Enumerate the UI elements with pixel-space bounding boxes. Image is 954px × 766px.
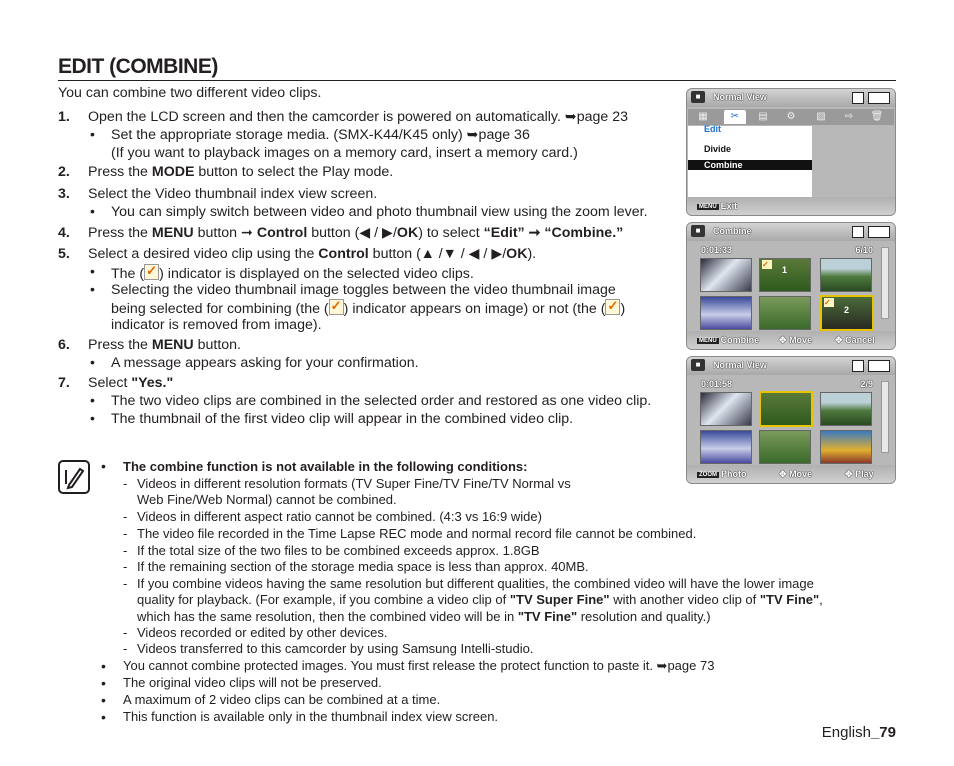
menu-item-combine[interactable]: Combine — [688, 160, 812, 170]
screen-title: Normal View — [713, 92, 767, 102]
note-b4: A maximum of 2 video clips can be combined at a time. — [123, 692, 441, 707]
dash: - — [123, 526, 128, 541]
note-d6a: If you combine videos having the same resolution but different qualities, the combined video will have the lower image — [137, 576, 814, 591]
step-2-number: 2. — [58, 164, 70, 180]
bullet: • — [90, 354, 95, 370]
memory-icon — [852, 226, 864, 238]
thumb-1[interactable] — [700, 258, 752, 292]
step-5-sub-b-line2: being selected for combining (the ( ✓ ) indicator appears on image) or not (the ( ✓ ) — [111, 298, 626, 317]
step-1-text: Open the LCD screen and then the camcorder is powered on automatically. ➥page 23 — [88, 109, 629, 125]
bullet: • — [101, 675, 106, 691]
screen-title: Normal View — [713, 360, 767, 370]
thumb-3[interactable] — [820, 392, 872, 426]
settings-icon[interactable]: ⚙ — [786, 111, 796, 122]
screen-edit-menu — [686, 88, 896, 216]
bullet: • — [90, 281, 95, 297]
order-badge: 1 — [782, 265, 788, 275]
file-icon[interactable]: ▤ — [758, 111, 768, 122]
thumb-5[interactable] — [759, 296, 811, 330]
memory-icon — [852, 92, 864, 104]
menu-tab-bar — [688, 109, 894, 125]
screen-footer — [687, 331, 895, 349]
thumb-6[interactable] — [820, 430, 872, 464]
note-d1: Videos in different resolution formats (TV Super Fine/TV Fine/TV Normal vs — [137, 476, 571, 491]
thumb-5[interactable] — [759, 430, 811, 464]
clip-counter: 6/10 — [855, 245, 873, 255]
memory-icon — [852, 360, 864, 372]
dash: - — [123, 559, 128, 574]
page-footer: English_79 — [821, 724, 896, 741]
note-d2: Videos in different aspect ratio cannot be combined. (4:3 vs 16:9 wide) — [137, 509, 542, 524]
move-button[interactable]: ✥ Move — [779, 469, 813, 479]
bullet: • — [101, 709, 106, 725]
thumb-3[interactable] — [820, 258, 872, 292]
video-mode-icon: ■ — [691, 359, 705, 371]
step-5-text: Select a desired video clip using the Control button (▲ /▼ / ◀ / ▶/OK). — [88, 246, 537, 262]
note-d3: The video file recorded in the Time Lapse REC mode and normal record file cannot be combined. — [137, 526, 697, 541]
check-icon: ✓ — [605, 299, 620, 315]
dash: - — [123, 543, 128, 558]
screen-combine — [686, 222, 896, 350]
check-icon: ✓ — [329, 299, 344, 315]
trash-icon[interactable]: 🗑 — [870, 111, 884, 122]
order-badge: 2 — [844, 305, 850, 315]
step-7-number: 7. — [58, 375, 70, 391]
timecode: 0:01:33 — [701, 245, 733, 255]
menu-item-divide[interactable]: Divide — [704, 144, 732, 154]
step-2-text: Press the MODE button to select the Play mode. — [88, 164, 394, 180]
battery-icon — [868, 92, 890, 104]
thumb-6-selected[interactable] — [820, 295, 874, 331]
step-1-sub-a: Set the appropriate storage media. (SMX-K44/K45 only) ➥page 36 — [111, 127, 530, 143]
notes-heading: The combine function is not available in the following conditions: — [123, 459, 528, 474]
step-5-sub-b-line1: Selecting the video thumbnail image toggles between the video thumbnail image — [111, 282, 616, 298]
note-b2: You cannot combine protected images. You must first release the protect function to paste it. ➥page 73 — [123, 658, 715, 673]
check-icon: ✓ — [824, 298, 834, 307]
bullet: • — [90, 263, 95, 279]
step-5-sub-b-line3: indicator is removed from image). — [111, 317, 322, 333]
step-1-number: 1. — [58, 109, 70, 125]
dash: - — [123, 509, 128, 524]
step-1-sub-b: (If you want to playback images on a memory card, insert a memory card.) — [111, 145, 578, 161]
bullet: • — [90, 126, 95, 142]
screen-footer — [687, 465, 895, 483]
note-d8: Videos transferred to this camcorder by using Samsung Intelli-studio. — [137, 641, 534, 656]
video-mode-icon: ■ — [691, 91, 705, 103]
step-7-sub-a: The two video clips are combined in the selected order and restored as one video clip. — [111, 393, 652, 409]
intro-text: You can combine two different video clips. — [58, 85, 322, 101]
step-5-sub-a: The ( ✓ ) indicator is displayed on the selected video clips. — [111, 263, 474, 282]
edit-menu-panel — [688, 126, 812, 197]
step-7-sub-b: The thumbnail of the first video clip will appear in the combined video clip. — [111, 411, 574, 427]
dash: - — [123, 625, 128, 640]
thumb-4[interactable] — [700, 430, 752, 464]
note-pencil-icon — [58, 460, 90, 494]
timecode: 0:01:58 — [701, 379, 733, 389]
step-4-number: 4. — [58, 225, 70, 241]
step-6-text: Press the MENU button. — [88, 337, 241, 353]
video-mode-icon: ■ — [691, 225, 705, 237]
dash: - — [123, 641, 128, 656]
scrollbar[interactable] — [881, 247, 889, 319]
note-d5: If the remaining section of the storage media space is less than approx. 40MB. — [137, 559, 589, 574]
note-b3: The original video clips will not be preserved. — [123, 675, 382, 690]
page-title: EDIT (COMBINE) — [58, 55, 218, 78]
share-icon[interactable]: ⇨ — [844, 111, 854, 122]
bullet: • — [90, 203, 95, 219]
step-6-number: 6. — [58, 337, 70, 353]
screen-title: Combine — [713, 226, 752, 236]
photo-icon[interactable]: ▧ — [816, 111, 826, 122]
thumb-4[interactable] — [700, 296, 752, 330]
step-4-text: Press the MENU button ➞ Control button (◀ / ▶/OK) to select “Edit” ➞ “Combine.” — [88, 225, 624, 241]
check-icon: ✓ — [144, 264, 159, 280]
bullet: • — [90, 410, 95, 426]
combine-button[interactable]: MENU Combine — [699, 335, 760, 345]
edit-tab-icon[interactable]: ✂ — [724, 110, 746, 124]
dash: - — [123, 476, 128, 491]
note-d6b: quality for playback. (For example, if you combine a video clip of "TV Super Fine" with another video clip of "TV Fine", — [137, 592, 823, 607]
grid-icon[interactable]: ▦ — [698, 111, 708, 122]
photo-button[interactable]: ZOOM Photo — [699, 469, 747, 479]
battery-icon — [868, 360, 890, 372]
clip-counter: 2/9 — [860, 379, 873, 389]
bullet: • — [101, 458, 106, 474]
note-d7: Videos recorded or edited by other devices. — [137, 625, 388, 640]
bullet: • — [101, 692, 106, 708]
move-button[interactable]: ✥ Move — [779, 335, 813, 345]
title-rule — [58, 80, 896, 81]
thumb-1[interactable] — [700, 392, 752, 426]
step-3-text: Select the Video thumbnail index view screen. — [88, 186, 378, 202]
note-b5: This function is available only in the thumbnail index view screen. — [123, 709, 499, 724]
thumb-2[interactable] — [759, 258, 811, 292]
exit-button[interactable]: MENU Exit — [699, 201, 738, 211]
scrollbar[interactable] — [881, 381, 889, 453]
battery-icon — [868, 226, 890, 238]
step-3-number: 3. — [58, 186, 70, 202]
play-button[interactable]: ✥ Play — [845, 469, 874, 479]
step-6-sub-a: A message appears asking for your confirmation. — [111, 355, 419, 371]
step-7-text: Select "Yes." — [88, 375, 174, 391]
bullet: • — [101, 658, 106, 674]
step-5-number: 5. — [58, 246, 70, 262]
check-icon: ✓ — [762, 260, 772, 269]
dash: - — [123, 576, 128, 591]
note-d4: If the total size of the two files to be combined exceeds approx. 1.8GB — [137, 543, 540, 558]
step-3-sub-a: You can simply switch between video and photo thumbnail view using the zoom lever. — [111, 204, 648, 220]
bullet: • — [90, 392, 95, 408]
screen-footer — [687, 197, 895, 215]
note-d6c: which has the same resolution, then the combined video will be in "TV Fine" resolution and quality.) — [137, 609, 711, 624]
cancel-button[interactable]: ✥ Cancel — [835, 335, 875, 345]
menu-item-edit[interactable]: Edit — [704, 124, 721, 134]
note-d1b: Web Fine/Web Normal) cannot be combined. — [137, 492, 397, 507]
thumb-2-selected[interactable] — [759, 391, 813, 427]
screen-normal-view — [686, 356, 896, 484]
